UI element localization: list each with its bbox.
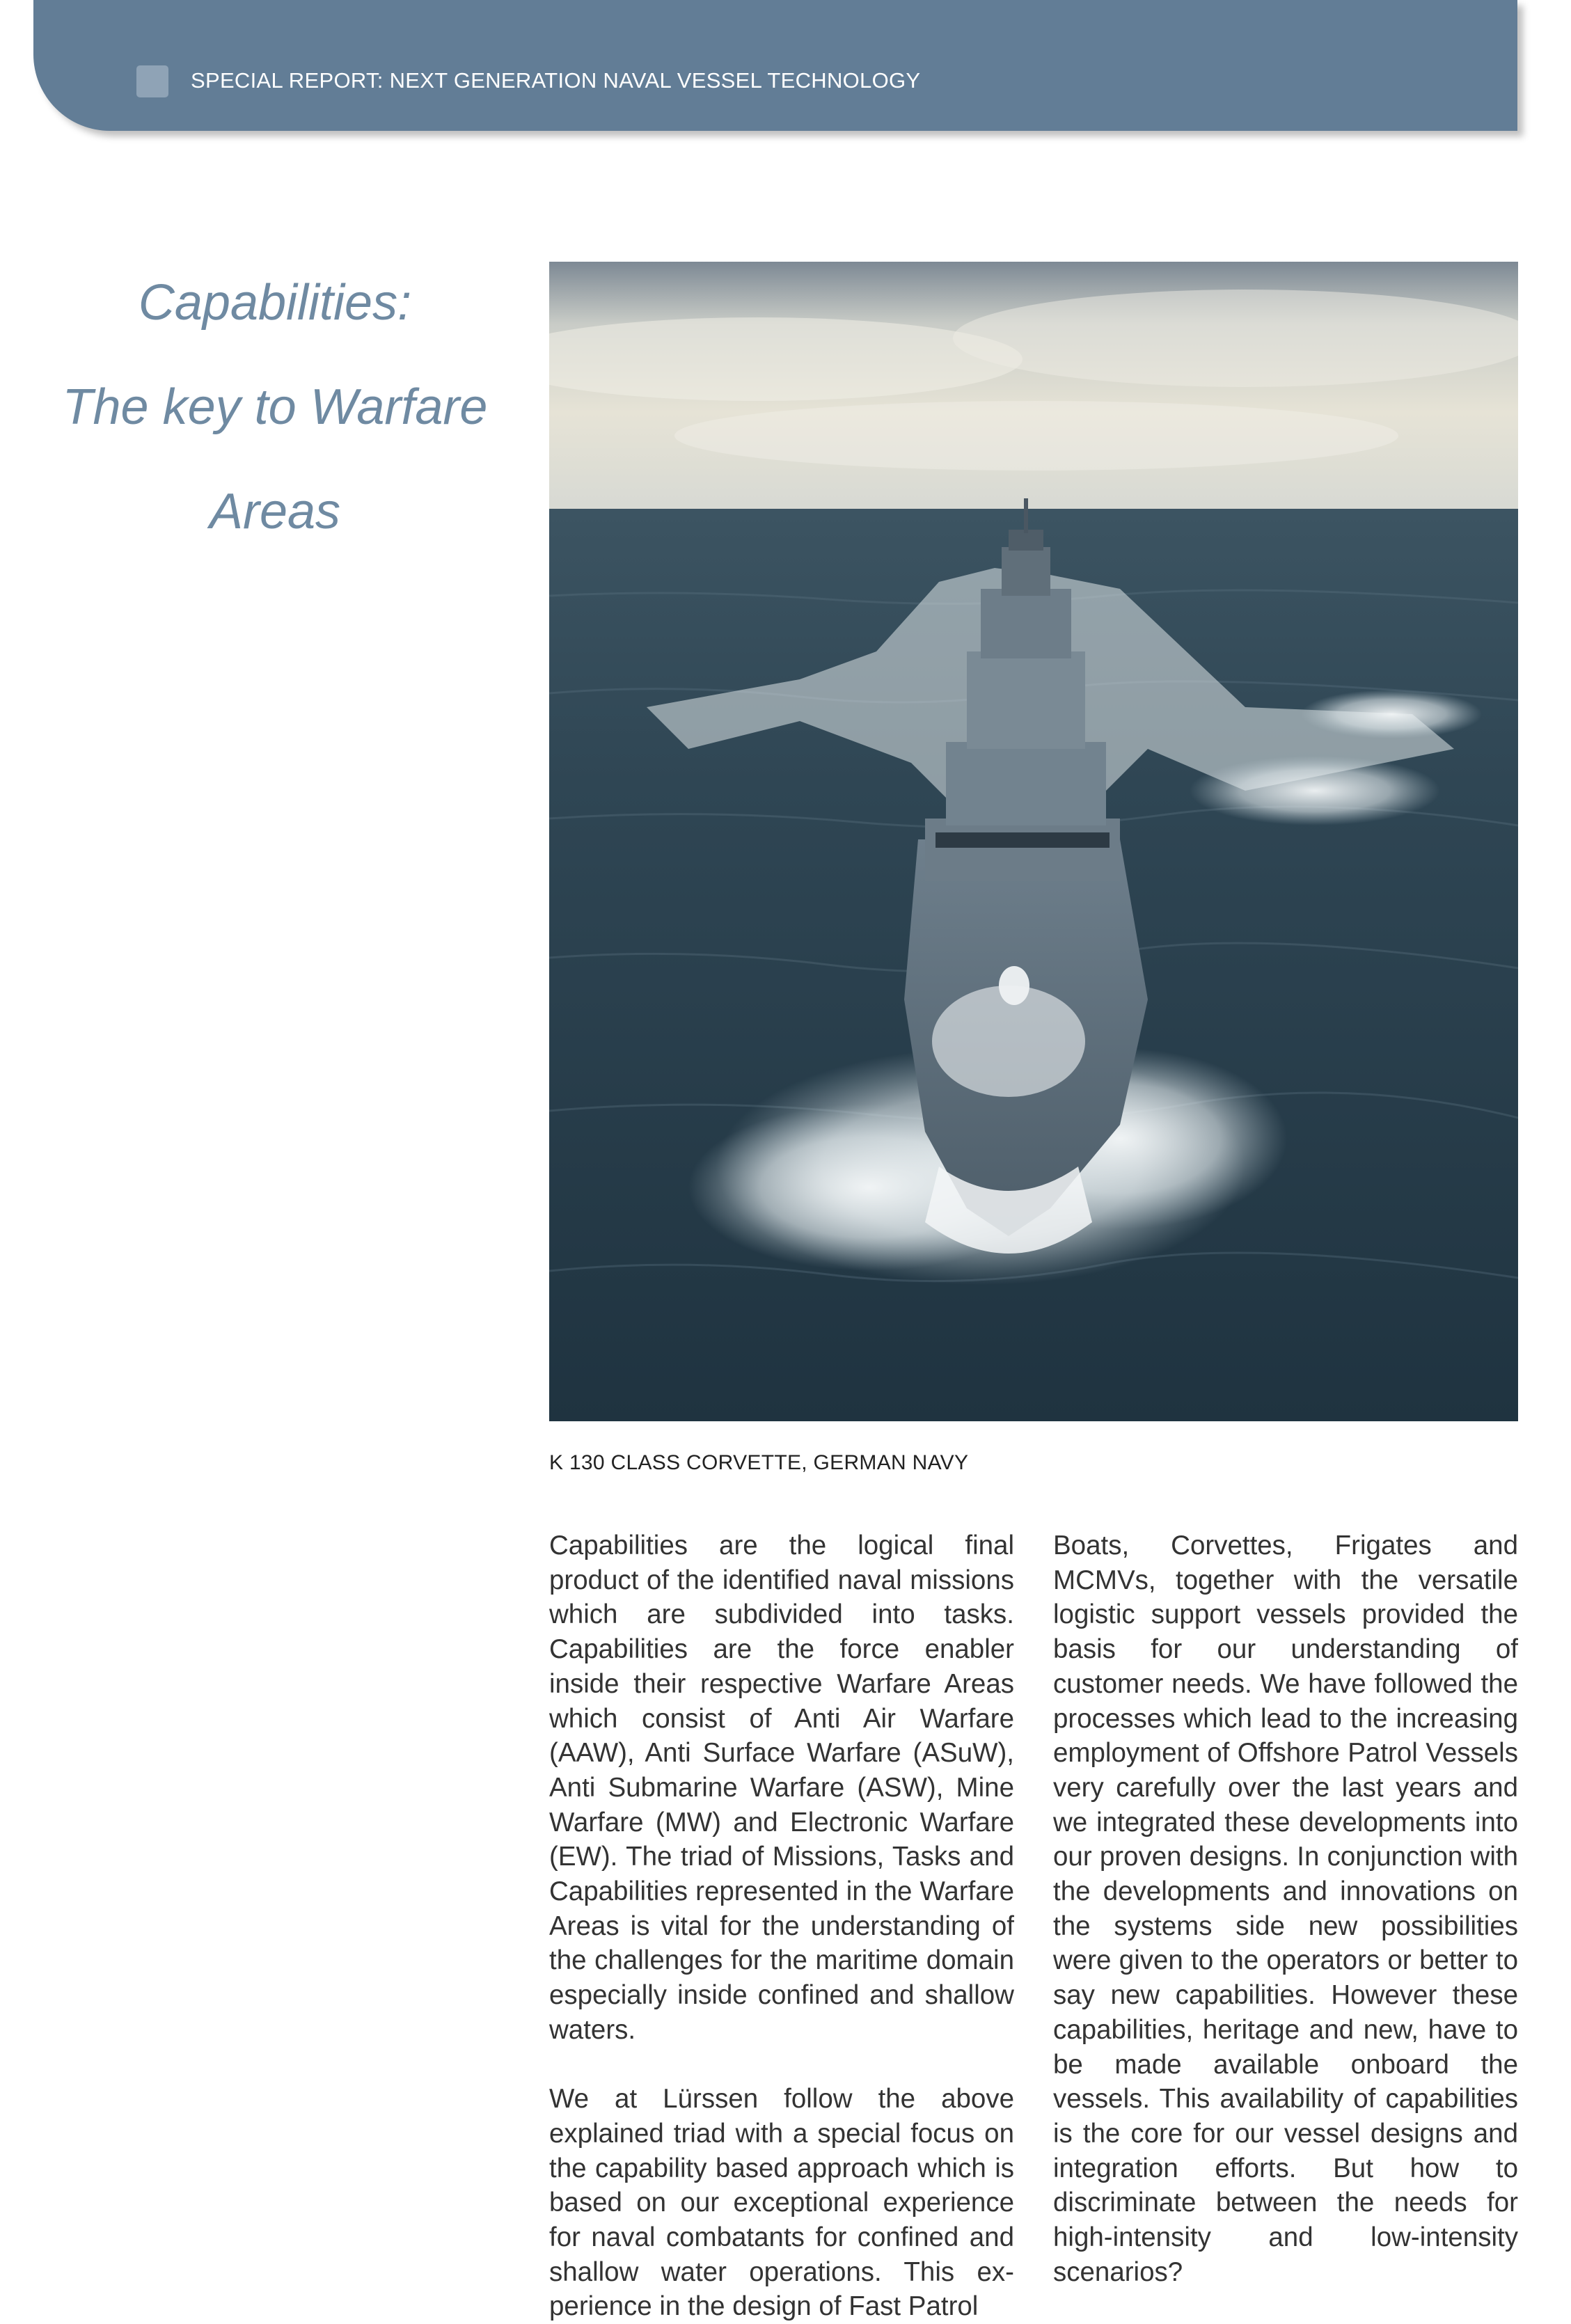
paragraph: Boats, Corvettes, Frigates and MCMVs, together with the versatile logistic support vessels provided the basis for our understanding of customer needs. We have followed the processes which lead to the increasing employment of Offshore Patrol Vessels very carefully over the last years and we integrated these developments into our proven designs. In conjunction with the developments and innovations on the systems side new possibilities were given to the operators or better to say new capabilities. However these capabilities, heritage and new, have to be made available onboard the vessels. This availability of capabilities is the core for our vessel designs and integration efforts. But how to discriminate between the needs for high-intensity and low-intensity scenarios? [1053, 1531, 1518, 2287]
header-title: SPECIAL REPORT: NEXT GENERATION NAVAL VESSEL TECHNOLOGY [191, 68, 921, 93]
article-title-line-2: The key to Warfare [62, 379, 488, 435]
header-square-icon [136, 65, 168, 97]
article-column-left [549, 1528, 1014, 2324]
article-title-line-3: Areas [209, 484, 341, 539]
photo-caption: K 130 CLASS CORVETTE, GERMAN NAVY [549, 1451, 969, 1474]
header-band [33, 0, 1517, 131]
paragraph: Capabilities are the logical final product of the identified naval missions which are subdivided into tasks. Capabilities are the force enabler inside their respective Warfare Areas which consist of Anti Air Warfare (AAW), Anti Surface Warfare (ASuW), Anti Submarine Warfare (ASW), Mine Warfare (MW) and Electronic Warfare (EW). The triad of Missions, Tasks and Capabilities represented in the Warfare Areas is vital for the understanding of the challenges for the maritime domain especially inside confined and shallow waters. [549, 1531, 1014, 2045]
article-column-right [1053, 1528, 1518, 2289]
article-title [28, 251, 522, 564]
corvette-photo [549, 262, 1518, 1421]
article-title-line-1: Capabilities: [138, 275, 412, 331]
paragraph: We at Lürssen follow the above explained triad with a special focus on the capability based approach which is based on our exceptional experience for naval combatants for confined and shallow water operations. This experience in the design of Fast Patrol [549, 2084, 1014, 2322]
